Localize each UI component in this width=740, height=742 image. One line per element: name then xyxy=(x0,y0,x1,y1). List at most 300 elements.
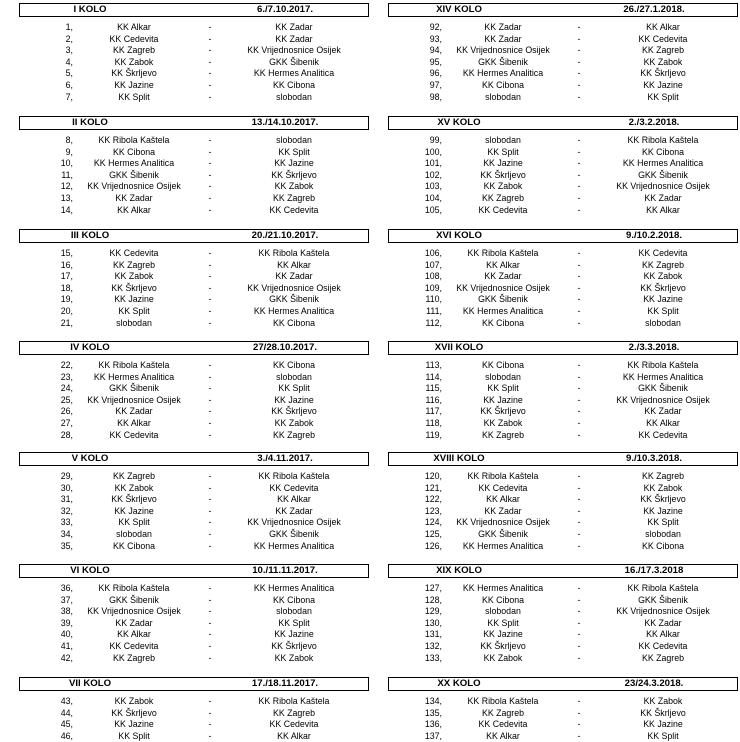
home-team: KK Škrljevo xyxy=(111,282,157,293)
home-team: KK Alkar xyxy=(117,204,151,215)
vs-separator: - xyxy=(208,719,212,730)
match-number: 39, xyxy=(60,617,73,628)
vs-separator: - xyxy=(208,394,212,405)
home-team: KK Cibona xyxy=(481,79,525,90)
match-row xyxy=(19,471,369,483)
round-name: I KOLO xyxy=(73,4,107,15)
match-number: 116, xyxy=(425,394,442,405)
away-team: KK Zadar xyxy=(644,406,682,417)
match-number: 132, xyxy=(424,640,442,651)
vs-separator: - xyxy=(208,33,212,44)
away-team: KK Cedevita xyxy=(269,719,319,730)
match-number: 9, xyxy=(65,146,73,157)
vs-separator: - xyxy=(208,606,212,617)
match-list xyxy=(19,471,369,552)
vs-separator: - xyxy=(208,192,212,203)
match-list xyxy=(19,696,369,742)
vs-separator: - xyxy=(577,282,581,293)
home-team: KK Vrijednosnice Osijek xyxy=(87,181,181,192)
match-row xyxy=(19,483,369,495)
match-number: 121, xyxy=(424,482,442,493)
vs-separator: - xyxy=(208,282,212,293)
round-block xyxy=(19,341,369,441)
vs-separator: - xyxy=(208,540,212,551)
home-team: KK Cedevita xyxy=(109,640,159,651)
round-block xyxy=(388,3,738,103)
match-row xyxy=(388,731,738,742)
match-number: 12, xyxy=(60,181,73,192)
match-row xyxy=(19,360,369,372)
round-block xyxy=(19,564,369,664)
home-team: KK Cedevita xyxy=(478,204,528,215)
home-team: slobodan xyxy=(485,135,521,145)
round-block xyxy=(388,564,738,664)
match-number: 38, xyxy=(60,606,73,617)
away-team: KK Ribola Kaštela xyxy=(258,696,330,706)
vs-separator: - xyxy=(208,271,212,282)
home-team: KK Split xyxy=(118,305,150,316)
away-team: KK Hermes Analitica xyxy=(622,158,704,169)
home-team: KK Zagreb xyxy=(112,45,156,56)
vs-separator: - xyxy=(577,517,581,528)
away-team: KK Zagreb xyxy=(272,192,316,203)
vs-separator: - xyxy=(208,146,212,157)
vs-separator: - xyxy=(577,383,581,394)
home-team: KK Split xyxy=(487,383,519,394)
vs-separator: - xyxy=(208,79,212,90)
vs-separator: - xyxy=(208,22,212,32)
home-team: KK Zagreb xyxy=(481,429,525,440)
match-row xyxy=(19,57,369,69)
match-row xyxy=(388,318,738,330)
vs-separator: - xyxy=(577,204,581,215)
away-team: KK Cibona xyxy=(272,79,316,90)
home-team: slobodan xyxy=(116,528,152,539)
match-row xyxy=(19,406,369,418)
home-team: KK Zadar xyxy=(484,271,522,282)
vs-separator: - xyxy=(577,79,581,90)
vs-separator: - xyxy=(208,429,212,440)
away-team: KK Zagreb xyxy=(272,429,316,440)
away-team: KK Zadar xyxy=(275,271,313,282)
round-name: III KOLO xyxy=(70,230,110,241)
home-team: KK Hermes Analitica xyxy=(93,371,175,382)
match-number: 109, xyxy=(424,282,442,293)
round-block xyxy=(388,677,738,742)
match-row xyxy=(19,618,369,630)
home-team: KK Split xyxy=(487,617,519,628)
away-team: KK Škrljevo xyxy=(271,169,317,180)
match-list xyxy=(19,135,369,216)
vs-separator: - xyxy=(208,528,212,539)
match-number: 104, xyxy=(424,192,442,203)
away-team: KK Ribola Kaštela xyxy=(258,248,330,258)
round-block xyxy=(19,3,369,103)
match-number: 110, xyxy=(425,294,442,305)
away-team: slobodan xyxy=(276,91,312,102)
match-number: 29, xyxy=(60,471,73,481)
match-row xyxy=(19,193,369,205)
match-number: 135, xyxy=(424,707,442,718)
match-row xyxy=(388,68,738,80)
match-row xyxy=(19,719,369,731)
away-team: KK Split xyxy=(647,91,679,102)
match-number: 28, xyxy=(60,429,73,440)
vs-separator: - xyxy=(577,192,581,203)
home-team: KK Alkar xyxy=(486,259,520,270)
away-team: KK Alkar xyxy=(646,204,680,215)
vs-separator: - xyxy=(208,317,212,328)
match-row xyxy=(388,248,738,260)
home-team: KK Zagreb xyxy=(112,652,156,663)
match-number: 18, xyxy=(60,282,73,293)
vs-separator: - xyxy=(208,305,212,316)
away-team: KK Zabok xyxy=(274,181,314,192)
vs-separator: - xyxy=(577,135,581,145)
home-team: KK Zagreb xyxy=(112,471,156,481)
vs-separator: - xyxy=(208,371,212,382)
match-row xyxy=(19,653,369,665)
home-team: KK Cedevita xyxy=(478,719,528,730)
away-team: KK Cibona xyxy=(272,594,316,605)
home-team: KK Jazine xyxy=(114,294,154,305)
match-row xyxy=(19,318,369,330)
match-number: 32, xyxy=(60,505,73,516)
vs-separator: - xyxy=(577,181,581,192)
match-list xyxy=(388,583,738,664)
vs-separator: - xyxy=(577,730,581,741)
away-team: KK Cibona xyxy=(272,360,316,370)
match-row xyxy=(388,517,738,529)
home-team: GKK Šibenik xyxy=(478,56,528,67)
vs-separator: - xyxy=(208,294,212,305)
match-number: 10, xyxy=(60,158,73,169)
vs-separator: - xyxy=(577,640,581,651)
home-team: KK Ribola Kaštela xyxy=(98,583,170,593)
away-team: slobodan xyxy=(276,371,312,382)
vs-separator: - xyxy=(577,305,581,316)
match-row xyxy=(19,383,369,395)
round-date: 13./14.10.2017. xyxy=(251,117,319,128)
away-team: KK Cibona xyxy=(641,540,685,551)
match-row xyxy=(388,306,738,318)
vs-separator: - xyxy=(577,696,581,706)
vs-separator: - xyxy=(208,471,212,481)
away-team: KK Ribola Kaštela xyxy=(627,583,699,593)
home-team: KK Zadar xyxy=(484,505,522,516)
away-team: KK Vrijednosnice Osijek xyxy=(247,45,341,56)
round-header xyxy=(388,116,738,130)
vs-separator: - xyxy=(577,606,581,617)
round-header xyxy=(19,116,369,130)
vs-separator: - xyxy=(208,91,212,102)
away-team: KK Split xyxy=(278,383,310,394)
match-row xyxy=(388,260,738,272)
away-team: KK Škrljevo xyxy=(640,68,686,79)
round-name: XVII KOLO xyxy=(434,342,484,353)
match-row xyxy=(19,45,369,57)
vs-separator: - xyxy=(208,594,212,605)
away-team: KK Zadar xyxy=(644,192,682,203)
away-team: KK Split xyxy=(278,146,310,157)
match-row xyxy=(19,606,369,618)
home-team: KK Zabok xyxy=(114,696,154,706)
away-team: KK Škrljevo xyxy=(640,494,686,505)
match-number: 130, xyxy=(424,617,442,628)
match-number: 43, xyxy=(60,696,73,706)
match-row xyxy=(19,583,369,595)
match-number: 120, xyxy=(424,471,442,481)
home-team: KK Škrljevo xyxy=(480,169,526,180)
match-number: 31, xyxy=(60,494,73,505)
match-number: 122, xyxy=(424,494,442,505)
home-team: KK Split xyxy=(118,517,150,528)
match-row xyxy=(19,170,369,182)
match-row xyxy=(19,494,369,506)
away-team: KK Zabok xyxy=(643,482,683,493)
match-list xyxy=(388,696,738,742)
home-team: KK Cedevita xyxy=(109,429,159,440)
match-number: 133, xyxy=(424,652,442,663)
match-row xyxy=(388,595,738,607)
round-date: 3./4.11.2017. xyxy=(257,453,313,464)
match-number: 127, xyxy=(424,583,442,593)
match-number: 134, xyxy=(424,696,442,706)
home-team: KK Ribola Kaštela xyxy=(467,696,539,706)
vs-separator: - xyxy=(208,730,212,741)
away-team: KK Alkar xyxy=(277,730,311,741)
away-team: GKK Šibenik xyxy=(638,383,688,394)
match-row xyxy=(388,383,738,395)
match-number: 5, xyxy=(65,68,73,79)
home-team: KK Cibona xyxy=(112,540,156,551)
match-number: 98, xyxy=(429,91,442,102)
home-team: KK Jazine xyxy=(114,505,154,516)
round-date: 6./7.10.2017. xyxy=(256,4,313,15)
match-row xyxy=(19,506,369,518)
round-block xyxy=(19,229,369,329)
match-number: 114, xyxy=(425,371,442,382)
round-name: VII KOLO xyxy=(68,678,112,689)
vs-separator: - xyxy=(577,169,581,180)
vs-separator: - xyxy=(208,617,212,628)
away-team: KK Zagreb xyxy=(272,707,316,718)
vs-separator: - xyxy=(577,594,581,605)
match-row xyxy=(388,406,738,418)
vs-separator: - xyxy=(577,528,581,539)
vs-separator: - xyxy=(577,406,581,417)
match-row xyxy=(388,395,738,407)
away-team: KK Alkar xyxy=(646,417,680,428)
home-team: KK Škrljevo xyxy=(111,707,157,718)
away-team: GKK Šibenik xyxy=(269,294,319,305)
round-name: XV KOLO xyxy=(437,117,481,128)
home-team: KK Jazine xyxy=(114,79,154,90)
match-number: 25, xyxy=(60,394,73,405)
match-number: 35, xyxy=(60,540,73,551)
away-team: KK Hermes Analitica xyxy=(253,583,335,593)
round-header xyxy=(19,677,369,691)
home-team: KK Zadar xyxy=(484,33,522,44)
vs-separator: - xyxy=(577,45,581,56)
match-number: 123, xyxy=(424,505,442,516)
away-team: GKK Šibenik xyxy=(269,528,319,539)
home-team: KK Škrljevo xyxy=(480,406,526,417)
match-row xyxy=(388,418,738,430)
home-team: slobodan xyxy=(485,371,521,382)
home-team: KK Zagreb xyxy=(481,192,525,203)
match-row xyxy=(19,92,369,104)
round-date: 9./10.3.2018. xyxy=(625,453,682,464)
home-team: KK Hermes Analitica xyxy=(462,583,544,593)
home-team: KK Zagreb xyxy=(112,259,156,270)
round-header xyxy=(19,229,369,243)
match-row xyxy=(388,360,738,372)
away-team: KK Hermes Analitica xyxy=(253,68,335,79)
match-number: 2, xyxy=(65,33,73,44)
home-team: KK Škrljevo xyxy=(111,68,157,79)
match-row xyxy=(19,260,369,272)
match-row xyxy=(388,283,738,295)
vs-separator: - xyxy=(577,22,581,32)
home-team: KK Ribola Kaštela xyxy=(98,135,170,145)
home-team: KK Škrljevo xyxy=(480,640,526,651)
match-number: 41, xyxy=(60,640,73,651)
home-team: KK Ribola Kaštela xyxy=(467,471,539,481)
round-name: VI KOLO xyxy=(70,565,110,576)
vs-separator: - xyxy=(577,294,581,305)
match-list xyxy=(388,471,738,552)
vs-separator: - xyxy=(577,158,581,169)
vs-separator: - xyxy=(577,707,581,718)
round-header xyxy=(388,677,738,691)
match-row xyxy=(388,294,738,306)
match-number: 23, xyxy=(60,371,73,382)
match-number: 45, xyxy=(60,719,73,730)
match-row xyxy=(388,629,738,641)
vs-separator: - xyxy=(208,248,212,258)
away-team: KK Zabok xyxy=(274,652,314,663)
round-header xyxy=(388,341,738,355)
round-block xyxy=(388,116,738,216)
match-row xyxy=(388,135,738,147)
match-number: 44, xyxy=(60,707,73,718)
vs-separator: - xyxy=(208,640,212,651)
round-block xyxy=(19,116,369,216)
home-team: KK Split xyxy=(118,730,150,741)
vs-separator: - xyxy=(208,135,212,145)
home-team: KK Alkar xyxy=(486,494,520,505)
match-list xyxy=(388,22,738,103)
vs-separator: - xyxy=(577,482,581,493)
round-name: V KOLO xyxy=(71,453,109,464)
vs-separator: - xyxy=(577,91,581,102)
match-row xyxy=(388,483,738,495)
vs-separator: - xyxy=(577,146,581,157)
match-number: 125, xyxy=(424,528,442,539)
match-row xyxy=(19,641,369,653)
home-team: KK Zabok xyxy=(483,417,523,428)
home-team: GKK Šibenik xyxy=(478,294,528,305)
match-number: 21, xyxy=(60,317,73,328)
home-team: KK Zadar xyxy=(115,406,153,417)
match-row xyxy=(388,529,738,541)
away-team: KK Zabok xyxy=(274,417,314,428)
round-date: 10./11.11.2017. xyxy=(252,565,318,576)
away-team: KK Zagreb xyxy=(641,45,685,56)
home-team: KK Jazine xyxy=(483,158,523,169)
away-team: slobodan xyxy=(645,528,681,539)
round-date: 9./10.2.2018. xyxy=(625,230,682,241)
match-row xyxy=(19,22,369,34)
home-team: KK Jazine xyxy=(114,719,154,730)
match-number: 33, xyxy=(60,517,73,528)
home-team: KK Zabok xyxy=(114,482,154,493)
match-number: 24, xyxy=(60,383,73,394)
match-row xyxy=(19,294,369,306)
vs-separator: - xyxy=(577,371,581,382)
round-date: 2./3.3.2018. xyxy=(628,342,680,353)
home-team: KK Split xyxy=(487,146,519,157)
round-block xyxy=(388,341,738,441)
match-row xyxy=(388,471,738,483)
vs-separator: - xyxy=(208,68,212,79)
match-number: 95, xyxy=(429,56,442,67)
away-team: KK Split xyxy=(647,305,679,316)
match-number: 8, xyxy=(65,135,73,145)
match-number: 136, xyxy=(424,719,442,730)
vs-separator: - xyxy=(208,56,212,67)
match-number: 1, xyxy=(65,22,73,32)
match-row xyxy=(19,696,369,708)
away-team: KK Škrljevo xyxy=(640,707,686,718)
match-row xyxy=(388,80,738,92)
home-team: KK Split xyxy=(118,91,150,102)
match-number: 22, xyxy=(60,360,73,370)
match-row xyxy=(19,306,369,318)
away-team: KK Cibona xyxy=(641,146,685,157)
vs-separator: - xyxy=(208,652,212,663)
match-row xyxy=(388,271,738,283)
vs-separator: - xyxy=(208,417,212,428)
match-row xyxy=(19,158,369,170)
match-list xyxy=(388,248,738,329)
match-number: 42, xyxy=(60,652,73,663)
match-number: 17, xyxy=(60,271,73,282)
match-number: 129, xyxy=(424,606,442,617)
vs-separator: - xyxy=(208,45,212,56)
match-row xyxy=(19,181,369,193)
match-number: 11, xyxy=(61,169,73,180)
vs-separator: - xyxy=(577,719,581,730)
away-team: KK Cedevita xyxy=(638,248,688,258)
away-team: KK Zagreb xyxy=(641,259,685,270)
match-number: 7, xyxy=(65,91,73,102)
away-team: KK Zadar xyxy=(275,33,313,44)
home-team: KK Alkar xyxy=(117,417,151,428)
vs-separator: - xyxy=(208,406,212,417)
match-number: 119, xyxy=(425,429,442,440)
away-team: KK Zabok xyxy=(643,696,683,706)
home-team: KK Cibona xyxy=(481,317,525,328)
match-number: 30, xyxy=(60,482,73,493)
match-row xyxy=(388,606,738,618)
vs-separator: - xyxy=(208,505,212,516)
round-name: XX KOLO xyxy=(437,678,481,689)
vs-separator: - xyxy=(208,360,212,370)
match-row xyxy=(19,68,369,80)
away-team: KK Vrijednosnice Osijek xyxy=(247,282,341,293)
